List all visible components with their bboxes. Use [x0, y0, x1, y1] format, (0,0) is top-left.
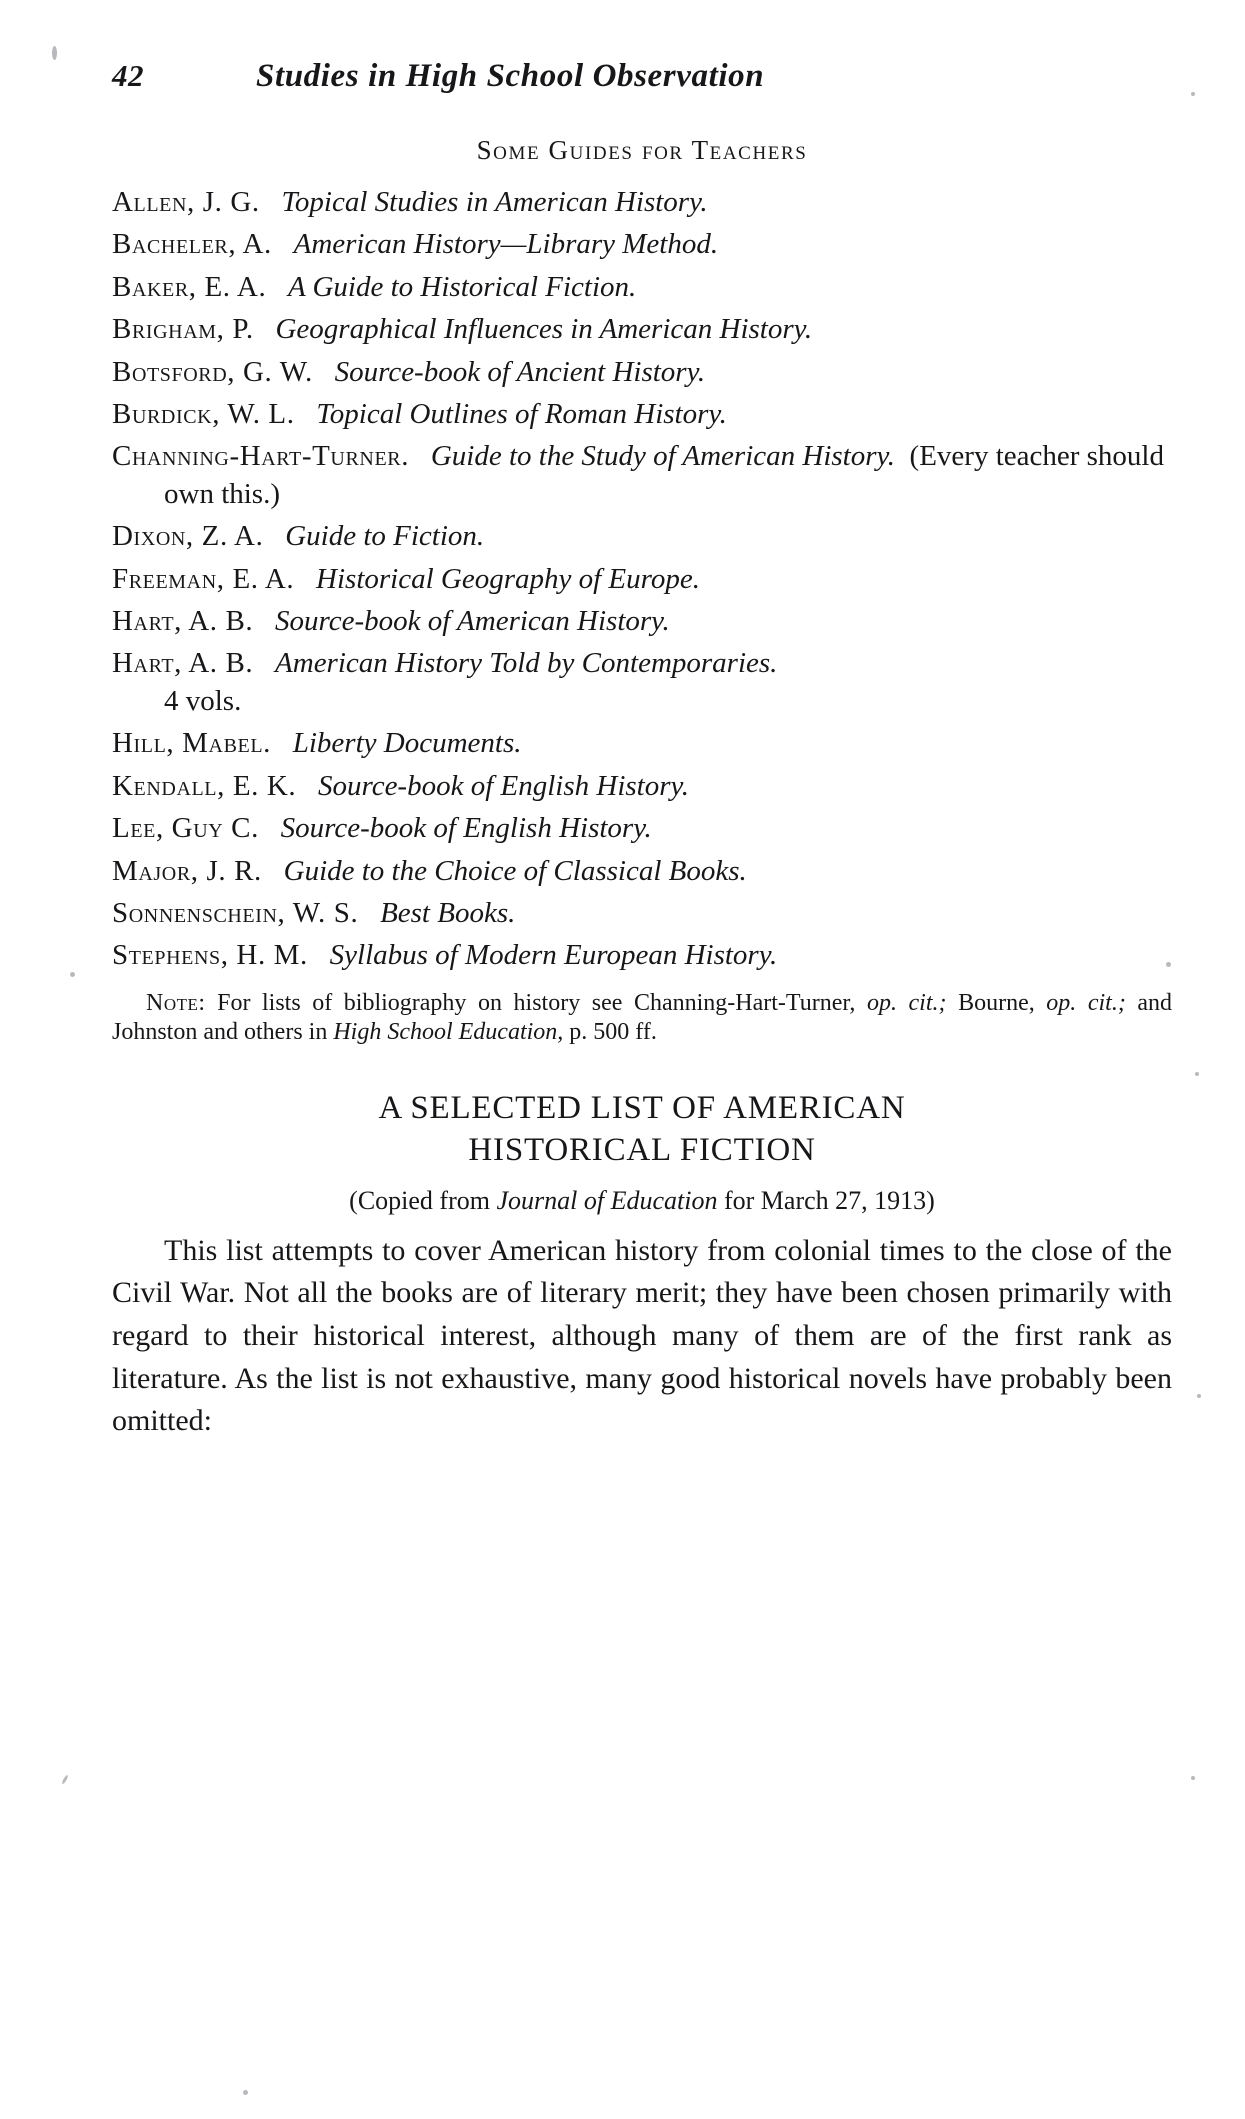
- note-text-4: p. 500 ff.: [569, 1018, 657, 1045]
- entry-author: Baker, E. A.: [112, 270, 267, 303]
- entry-title: Source-book of American History.: [275, 605, 670, 638]
- bibliography-entry: [112, 311, 1172, 348]
- page-content: [112, 58, 1172, 1443]
- entry-title: Syllabus of Modern European History.: [329, 939, 778, 972]
- bibliography-entry: [112, 438, 1172, 513]
- entry-author: Sonnenschein, W. S.: [112, 896, 359, 929]
- entry-title: Geographical Influences in American History.: [275, 313, 813, 346]
- bibliography-entry: [112, 269, 1172, 306]
- entry-author: Allen, J. G.: [112, 186, 260, 218]
- scan-speck: [1191, 92, 1195, 96]
- scan-speck: [243, 2090, 248, 2095]
- entry-author: Hill, Mabel.: [112, 727, 271, 760]
- note-italic-2: op. cit.;: [1046, 989, 1126, 1016]
- entry-author: Brigham, P.: [112, 313, 254, 346]
- bibliography-note: [112, 989, 1172, 1048]
- entry-title: Topical Outlines of Roman History.: [316, 398, 727, 431]
- note-label: Note:: [146, 989, 206, 1016]
- scan-speck: [1197, 1394, 1201, 1398]
- section-heading: Some Guides for Teachers: [476, 135, 808, 165]
- entry-title: Best Books.: [380, 896, 516, 929]
- entry-author: Hart, A. B.: [112, 605, 254, 638]
- scan-speck: [70, 972, 75, 977]
- bibliography-entry: [112, 396, 1172, 433]
- intro-paragraph: This list attempts to cover American history from colonial times to the close of the Civil War. Not all the books are of literary merit; they have been chosen primarily with regard to their historical interest, although many of them are of the first rank as literature. As the list is not exhaustive, many good historical novels have probably been omitted:: [112, 1233, 1172, 1438]
- entry-author: Hart, A. B.: [112, 647, 254, 680]
- bibliography-entry: [112, 937, 1172, 974]
- scan-speck: [1195, 1072, 1199, 1076]
- note-text-2: Bourne,: [958, 989, 1035, 1016]
- page-number: 42: [112, 58, 144, 93]
- bibliography-entry: [112, 895, 1172, 932]
- entry-title: Source-book of Ancient History.: [334, 355, 706, 388]
- bibliography-entry: [112, 184, 1172, 221]
- entry-title: Guide to the Choice of Classical Books.: [283, 854, 747, 887]
- bibliography-entry: [112, 518, 1172, 555]
- credit-journal: Journal of Education: [496, 1185, 718, 1215]
- bibliography-entry: [112, 725, 1172, 762]
- bibliography-entry: [112, 226, 1172, 263]
- entry-title: Topical Studies in American History.: [281, 186, 708, 218]
- major-section-heading: [112, 1087, 1172, 1171]
- entry-title: American History—Library Method.: [293, 228, 719, 261]
- entry-extra: (Every teacher should own this.): [164, 440, 1164, 510]
- entry-title: Guide to Fiction.: [285, 520, 485, 553]
- note-italic-1: op. cit.;: [866, 989, 947, 1016]
- entry-title: Liberty Documents.: [292, 727, 522, 760]
- bibliography-entry: [112, 768, 1172, 805]
- entry-author: Burdick, W. L.: [112, 398, 295, 431]
- entry-author: Lee, Guy C.: [112, 812, 259, 845]
- bibliography-list: [112, 184, 1172, 975]
- entry-author: Kendall, E. K.: [112, 769, 297, 802]
- source-credit: [112, 1186, 1172, 1216]
- running-title: Studies in High School Observation: [256, 58, 765, 94]
- bibliography-entry: [112, 853, 1172, 890]
- entry-title: Source-book of English History.: [317, 769, 690, 802]
- bibliography-entry: [112, 645, 1172, 720]
- entry-author: Botsford, G. W.: [112, 355, 313, 388]
- note-text-3: and Johnston and others in: [112, 989, 1173, 1045]
- entry-title: American History Told by Contemporaries.: [275, 647, 778, 680]
- entry-title: A Guide to Historical Fiction.: [288, 270, 637, 303]
- entry-title: Historical Geography of Europe.: [316, 562, 700, 595]
- entry-author: Stephens, H. M.: [112, 939, 308, 972]
- entry-title: Source-book of English History.: [280, 812, 652, 845]
- credit-suffix: for March 27, 1913): [723, 1185, 935, 1215]
- credit-prefix: (Copied from: [349, 1185, 490, 1215]
- bibliography-entry: [112, 354, 1172, 391]
- entry-author: Dixon, Z. A.: [112, 520, 264, 553]
- note-text-1: For lists of bibliography on history see Channing-Hart-Turner,: [217, 989, 856, 1016]
- entry-extra: 4 vols.: [164, 684, 242, 717]
- running-head: [112, 58, 1172, 95]
- entry-author: Major, J. R.: [112, 854, 262, 887]
- entry-author: Bacheler, A.: [112, 228, 272, 261]
- major-heading-line-1: A SELECTED LIST OF AMERICAN: [378, 1090, 906, 1127]
- scan-speck: [61, 1774, 69, 1784]
- entry-author: Freeman, E. A.: [112, 562, 295, 595]
- entry-author: Channing-Hart-Turner.: [112, 440, 410, 473]
- bibliography-entry: [112, 810, 1172, 847]
- bibliography-entry: [112, 561, 1172, 598]
- bibliography-entry: [112, 603, 1172, 640]
- scan-speck: [1191, 1776, 1195, 1780]
- entry-title: Guide to the Study of American History.: [430, 440, 896, 473]
- note-italic-3: High School Education,: [333, 1018, 564, 1045]
- scan-speck: [52, 46, 57, 60]
- major-heading-line-2: HISTORICAL FICTION: [468, 1132, 816, 1169]
